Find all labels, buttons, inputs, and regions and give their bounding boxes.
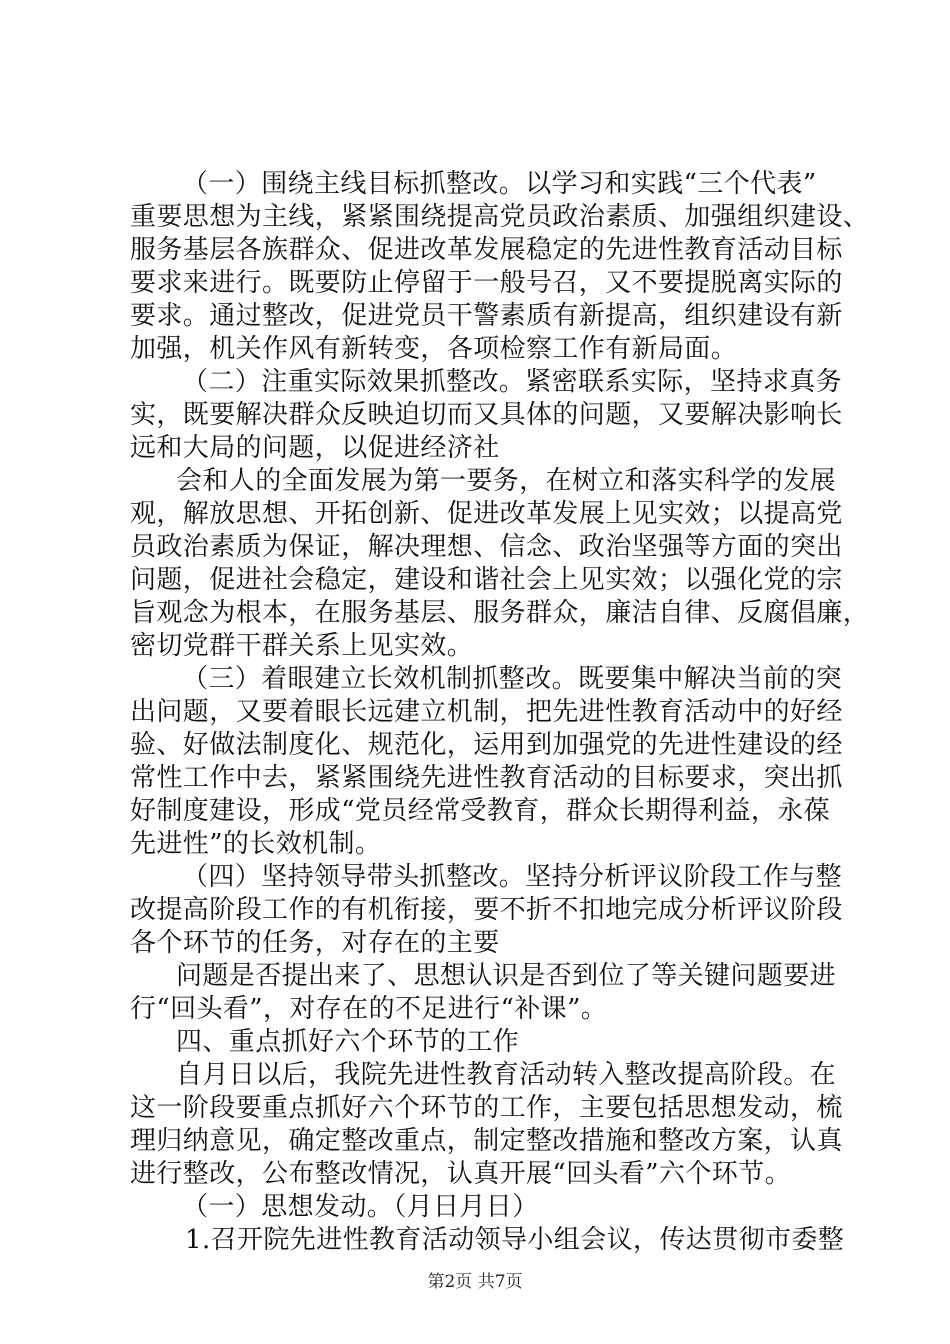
- paragraph-line: （一）围绕主线目标抓整改。以学习和实践“三个代表”: [182, 169, 817, 199]
- paragraph-line: 验、好做法制度化、规范化，运用到加强党的先进性建设的经: [130, 730, 843, 760]
- paragraph-line: （三）着眼建立长效机制抓整改。既要集中解决当前的突: [182, 664, 843, 694]
- paragraph-line: 好制度建设，形成“党员经常受教育，群众长期得利益，永葆: [130, 796, 831, 826]
- paragraph-line: 加强，机关作风有新转变，各项检察工作有新局面。: [130, 334, 738, 364]
- paragraph-line: 员政治素质为保证，解决理想、信念、政治坚强等方面的突出: [130, 532, 843, 562]
- paragraph-line: 要求来进行。既要防止停留于一般号召，又不要提脱离实际的: [130, 268, 843, 298]
- paragraph-line: 会和人的全面发展为第一要务，在树立和落实科学的发展: [176, 466, 837, 496]
- paragraph-line: 1.召开院先进性教育活动领导小组会议，传达贯彻市委整: [185, 1225, 845, 1255]
- paragraph-line: 改提高阶段工作的有机衔接，要不折不扣地完成分析评议阶段: [130, 895, 843, 925]
- paragraph-line: 重要思想为主线，紧紧围绕提高党员政治素质、加强组织建设、: [130, 202, 870, 232]
- paragraph-line: 问题是否提出来了、思想认识是否到位了等关键问题要进: [176, 961, 837, 991]
- document-body: [130, 168, 870, 1257]
- paragraph-line: 实，既要解决群众反映迫切而又具体的问题，又要解决影响长: [130, 400, 843, 430]
- paragraph-line: 行“回头看”，对存在的不足进行“补课”。: [130, 994, 608, 1024]
- paragraph-line: 这一阶段要重点抓好六个环节的工作，主要包括思想发动，梳: [130, 1093, 843, 1123]
- paragraph-line: 观，解放思想、开拓创新、促进改革发展上见实效；以提高党: [130, 499, 843, 529]
- subsection-heading: （一）思想发动。（月日月日）: [182, 1192, 539, 1222]
- paragraph-line: 常性工作中去，紧紧围绕先进性教育活动的目标要求，突出抓: [130, 763, 843, 793]
- paragraph-line: 自月日以后，我院先进性教育活动转入整改提高阶段。在: [176, 1060, 837, 1090]
- paragraph-line: 旨观念为根本，在服务基层、服务群众，廉洁自律、反腐倡廉，: [130, 598, 870, 628]
- paragraph-line: 理归纳意见，确定整改重点，制定整改措施和整改方案，认真: [130, 1126, 843, 1156]
- paragraph-line: （二）注重实际效果抓整改。紧密联系实际，坚持求真务: [182, 367, 843, 397]
- paragraph-line: （四）坚持领导带头抓整改。坚持分析评议阶段工作与整: [182, 862, 843, 892]
- paragraph-line: 先进性”的长效机制。: [130, 829, 382, 859]
- paragraph-line: 远和大局的问题，以促进经济社: [130, 433, 500, 463]
- paragraph-line: 问题，促进社会稳定，建设和谐社会上见实效；以强化党的宗: [130, 565, 843, 595]
- paragraph-line: 密切党群干群关系上见实效。: [130, 631, 474, 661]
- paragraph-line: 要求。通过整改，促进党员干警素质有新提高，组织建设有新: [130, 301, 843, 331]
- paragraph-line: 各个环节的任务，对存在的主要: [130, 928, 500, 958]
- paragraph-line: 进行整改，公布整改情况，认真开展“回头看”六个环节。: [130, 1159, 791, 1189]
- paragraph-line: 出问题，又要着眼长远建立机制，把先进性教育活动中的好经: [130, 697, 843, 727]
- page-footer: 第2页 共7页: [427, 1272, 523, 1292]
- section-heading: 四、重点抓好六个环节的工作: [176, 1027, 520, 1057]
- paragraph-line: 服务基层各族群众、促进改革发展稳定的先进性教育活动目标: [130, 235, 843, 265]
